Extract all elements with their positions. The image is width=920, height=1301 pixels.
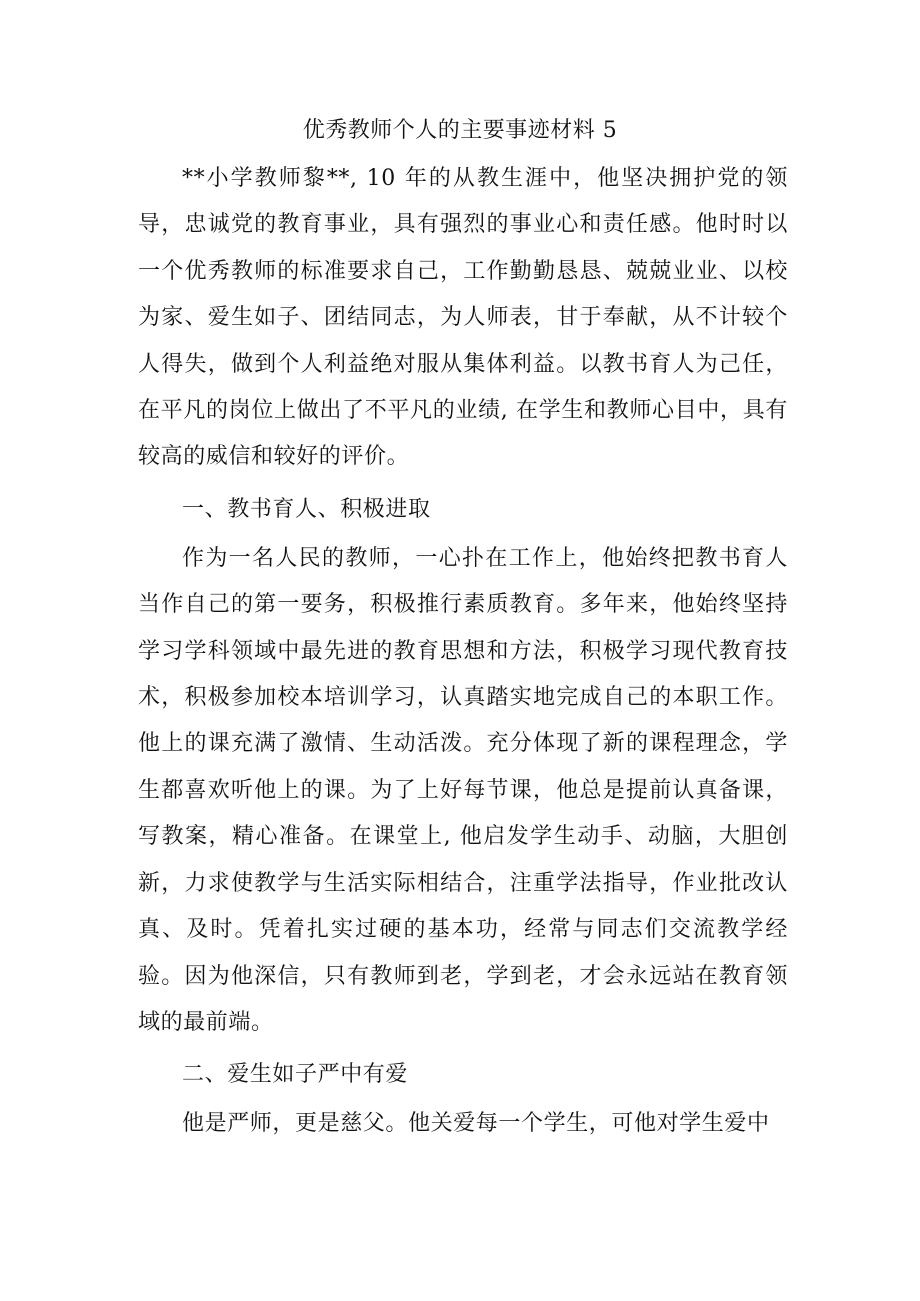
section-paragraph-1: 作为一名人民的教师，一心扑在工作上，他始终把教书育人当作自己的第一要务，积极推行素质教育。多年来，他始终坚持学习学科领域中最先进的教育思想和方法，积极学习现代教育技术，积极参加校本培训学习，认真踏实地完成自己的本职工作。他上的课充满了激情、生动活泼。充分体现了新的课程理念，学生都喜欢听他上的课。为了上好每节课，他总是提前认真备课，写教案，精心准备。在课堂上, 他启发学生动手、动脑，大胆创新，力求使教学与生活实际相结合，注重学法指导，作业批改认真、及时。凭着扎实过硬的基本功，经常与同志们交流教学经验。因为他深信，只有教师到老，学到老，才会永远站在教育领域的最前端。 <box>138 545 788 1035</box>
document-title: 优秀教师个人的主要事迹材料 5 <box>302 118 618 143</box>
intro-paragraph: **小学教师黎**, 10 年的从教生涯中，他坚决拥护党的领导，忠诚党的教育事业，具有强烈的事业心和责任感。他时时以一个优秀教师的标准要求自己，工作勤勤恳恳、兢兢业业、以校为家、爱生如子、团结同志，为人师表，甘于奉献，从不计较个人得失，做到个人利益绝对服从集体利益。以教书育人为己任，在平凡的岗位上做出了不平凡的业绩, 在学生和教师心目中，具有较高的威信和较好的评价。 <box>138 166 788 470</box>
section-paragraph-2: 他是严师，更是慈父。他关爱每一个学生，可他对学生爱中 <box>182 1111 770 1137</box>
document-body <box>138 156 788 1148</box>
section-heading-2: 二、爱生如子严中有爱 <box>182 1062 409 1088</box>
section-heading-1: 一、教书育人、积极进取 <box>182 496 431 522</box>
